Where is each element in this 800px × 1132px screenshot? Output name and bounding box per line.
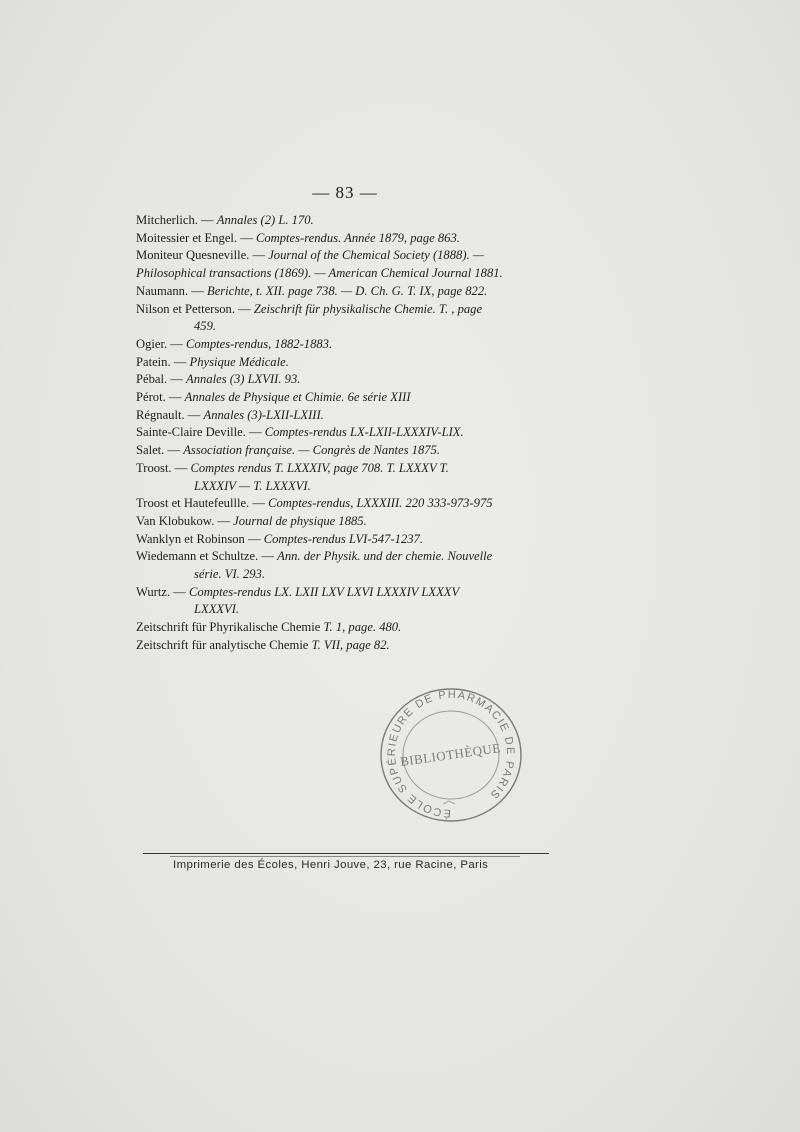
entry-reference: Comptes-rendus. Année 1879, page 863. <box>255 230 460 245</box>
entry-author: Ogier. — <box>136 336 187 351</box>
entry-reference: Annales de Physique et Chimie. 6e série XIII <box>184 390 411 405</box>
bibliography-entry <box>136 637 556 655</box>
entry-reference: Journal de physique 1885. <box>233 513 367 528</box>
bibliography-entry <box>136 460 556 495</box>
stamp-inner-text: BIBLIOTHÈQUE <box>399 740 502 770</box>
entry-reference: Annales (3) LXVII. 93. <box>186 372 301 387</box>
entry-author: Wiedemann et Schultze. — <box>136 549 278 564</box>
bibliography-entry <box>136 548 556 583</box>
entry-author: Troost. — <box>136 460 191 475</box>
entry-author: Moitessier et Engel. — <box>136 230 256 245</box>
entry-reference: Comptes rendus T. LXXXIV, page 708. T. LXXXV T. <box>190 460 449 475</box>
bibliography-entry <box>136 495 556 513</box>
entry-reference: Association française. — Congrès de Nantes 1875. <box>183 443 440 458</box>
entry-reference: Zeischrift für physikalische Chemie. T. , page <box>253 301 483 316</box>
entry-reference: Philosophical transactions (1869). — American Chemical Journal 1881. <box>136 266 503 281</box>
bibliography-entry <box>136 584 556 619</box>
printer-imprint: Imprimerie des Écoles, Henri Jouve, 23, rue Racine, Paris <box>173 859 489 871</box>
entry-reference: Annales (2) L. 170. <box>216 213 314 227</box>
entry-reference: Comptes-rendus, LXXXIII. 220 333-973-975 <box>268 496 493 511</box>
entry-author: Zeitschrift für analytische Chemie <box>136 637 312 652</box>
entry-author: Naumann. — <box>136 283 207 298</box>
entry-reference: Annales (3)-LXII-LXIII. <box>203 407 324 422</box>
entry-continuation: 459. <box>194 319 217 334</box>
bibliography-entry <box>136 212 556 230</box>
bibliography-entry <box>136 354 556 372</box>
entry-reference: Comptes-rendus LX-LXII-LXXXIV-LIX. <box>264 425 464 440</box>
bibliography-entry <box>136 230 556 248</box>
entry-author: Pérot. — <box>136 390 185 405</box>
bibliography-entry <box>136 283 556 301</box>
bibliography-entry <box>136 407 556 425</box>
bibliography-entry <box>136 513 556 531</box>
entry-author: Régnault. — <box>136 407 204 422</box>
bibliography-entry <box>136 301 556 336</box>
entry-reference: T. VII, page 82. <box>311 637 390 652</box>
bibliography-entry <box>136 531 556 549</box>
footer-rule <box>170 856 520 857</box>
entry-author: Mitcherlich. — <box>136 213 217 227</box>
entry-author: Nilson et Petterson. — <box>136 301 254 316</box>
entry-author: Sainte-Claire Deville. — <box>136 425 265 440</box>
page-number: — 83 — <box>312 183 378 202</box>
entry-author: Moniteur Quesneville. — <box>136 248 269 263</box>
bibliography-entry <box>136 265 556 283</box>
entry-reference: Comptes-rendus LX. LXII LXV LXVI LXXXIV LXXXV <box>189 584 460 599</box>
entry-reference: Berichte, t. XII. page 738. — D. Ch. G. T. IX, page 822. <box>207 283 488 298</box>
library-stamp <box>378 686 524 824</box>
entry-reference: Ann. der Physik. und der chemie. Nouvelle <box>277 549 493 564</box>
entry-author: Wanklyn et Robinson — <box>136 531 264 546</box>
entry-author: Salet. — <box>136 443 184 458</box>
entry-reference: Physique Médicale. <box>189 354 289 369</box>
entry-author: Wurtz. — <box>136 584 190 599</box>
entry-continuation: LXXXVI. <box>194 602 240 617</box>
entry-reference: Comptes-rendus LVI-547-1237. <box>263 531 423 546</box>
entry-reference: Comptes-rendus, 1882-1883. <box>186 336 333 351</box>
bibliography-entry <box>136 442 556 460</box>
entry-author: Troost et Hautefeullle. — <box>136 496 269 511</box>
bibliography-list <box>136 212 556 655</box>
bibliography-entry <box>136 424 556 442</box>
bibliography-entry <box>136 619 556 637</box>
entry-author: Van Klobukow. — <box>136 513 234 528</box>
entry-author: Pébal. — <box>136 372 187 387</box>
entry-continuation: série. VI. 293. <box>194 567 265 582</box>
bibliography-entry <box>136 247 556 265</box>
entry-continuation: LXXXIV — T. LXXXVI. <box>194 478 311 493</box>
bibliography-entry <box>136 336 556 354</box>
entry-author: Zeitschrift für Phyrikalische Chemie <box>136 620 324 635</box>
bibliography-entry <box>136 389 556 407</box>
bibliography-entry <box>136 371 556 389</box>
entry-author: Patein. — <box>136 354 190 369</box>
entry-reference: Journal of the Chemical Society (1888). — <box>268 248 485 263</box>
stamp-outer-text: ÉCOLE SUPÉRIEURE DE PHARMACIE DE PARIS <box>385 688 517 820</box>
footer-rule <box>143 853 549 854</box>
entry-reference: T. 1, page. 480. <box>323 620 402 635</box>
